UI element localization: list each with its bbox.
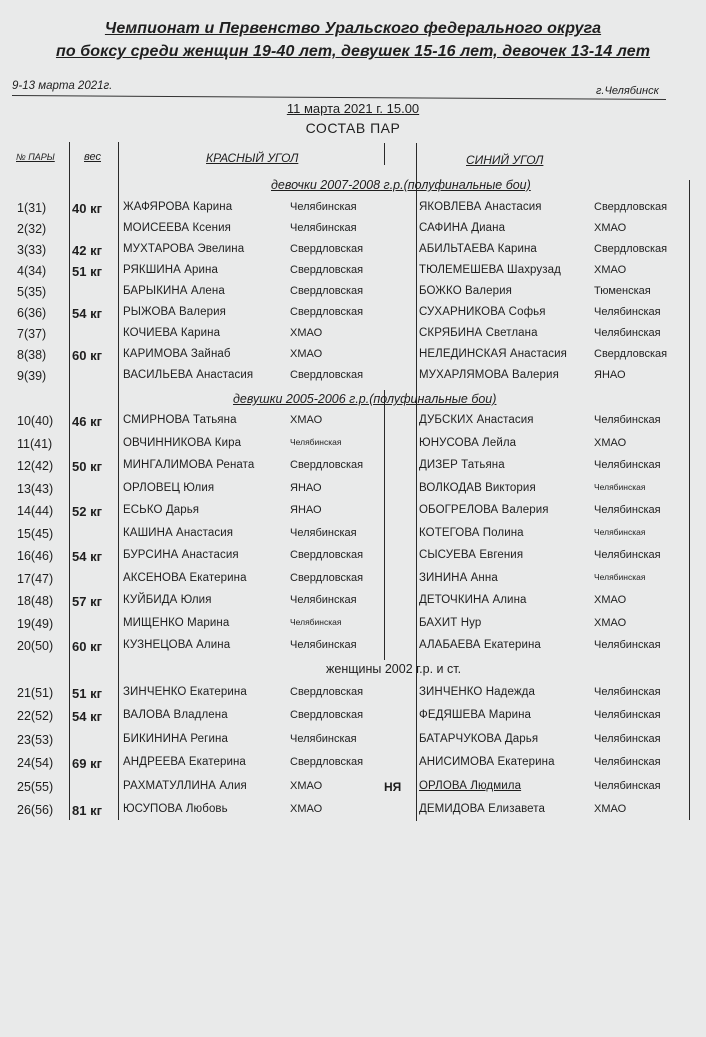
blue-corner-name: ОРЛОВА Людмила [419, 779, 522, 792]
blue-corner-region: Челябинская [594, 306, 661, 318]
blue-corner-name: КОТЕГОВА Полина [419, 526, 524, 539]
column-weight: вес [84, 151, 101, 163]
red-corner-region: ЯНАО [290, 481, 322, 494]
red-corner-name: ЗИНЧЕНКО Екатерина [123, 686, 247, 698]
blue-corner-region: Челябинская [594, 327, 661, 339]
red-corner-name: ЮСУПОВА Любовь [123, 803, 228, 815]
blue-corner-name: ДЕМИДОВА Елизавета [419, 803, 545, 815]
pair-number: 5(35) [17, 285, 47, 299]
pair-number: 3(33) [17, 243, 47, 257]
red-corner-region: Свердловская [290, 686, 364, 698]
blue-corner-region: Челябинская [594, 526, 646, 537]
blue-corner-region: Челябинская [594, 639, 661, 651]
blue-corner-region: Челябинская [594, 459, 661, 471]
blue-corner-region: Челябинская [594, 779, 661, 792]
red-corner-name: ВАСИЛЬЕВА Анастасия [123, 369, 254, 381]
blue-corner-region: ЯНАО [594, 369, 626, 381]
red-corner-name: КОЧИЕВА Карина [123, 327, 221, 339]
blue-corner-name: НЕЛЕДИНСКАЯ Анастасия [419, 348, 567, 360]
red-corner-region: Свердловская [290, 369, 364, 381]
blue-corner-region: ХМАО [594, 803, 627, 815]
red-corner-name: КАШИНА Анастасия [123, 526, 234, 539]
weight-class: 52 кг [72, 504, 102, 519]
blue-corner-region: ХМАО [594, 222, 627, 234]
column-red-corner: КРАСНЫЙ УГОЛ [206, 151, 299, 165]
pair-number: 8(38) [17, 348, 47, 362]
table-row [0, 222, 706, 242]
table-row [0, 285, 706, 305]
red-corner-region: Челябинская [290, 639, 357, 651]
table-row [0, 459, 706, 479]
pair-number: 25(55) [17, 779, 54, 794]
blue-corner-region: Челябинская [594, 414, 661, 426]
blue-corner-region: Свердловская [594, 243, 668, 255]
blue-corner-name: ОБОГРЕЛОВА Валерия [419, 504, 549, 516]
blue-corner-name: ТЮЛЕМЕШЕВА Шахрузад [419, 264, 561, 276]
weight-class: 69 кг [72, 756, 102, 772]
blue-corner-name: ДУБСКИХ Анастасия [419, 414, 534, 426]
table-row [0, 482, 706, 502]
red-corner-region: ХМАО [290, 779, 323, 792]
session-time: 11 марта 2021 г. 15.00 [286, 101, 420, 116]
blue-corner-region: Челябинская [594, 571, 646, 582]
pair-number: 4(34) [17, 264, 47, 278]
blue-corner-region: Челябинская [594, 732, 661, 745]
result-mark: НЯ [384, 779, 402, 794]
red-corner-region: ХМАО [290, 348, 323, 360]
blue-corner-region: ХМАО [594, 436, 627, 449]
red-corner-region: ХМАО [290, 327, 323, 339]
red-corner-region: Свердловская [290, 571, 364, 584]
table-row [0, 264, 706, 284]
table-row [0, 756, 706, 776]
section-title: женщины 2002 г.р. и ст. [326, 662, 462, 676]
blue-corner-name: ЯКОВЛЕВА Анастасия [419, 201, 542, 213]
pair-number: 2(32) [17, 222, 47, 236]
weight-class: 54 кг [72, 709, 102, 725]
pair-number: 10(40) [17, 414, 54, 428]
pair-number: 16(46) [17, 549, 54, 563]
blue-corner-name: ЗИНИНА Анна [419, 571, 498, 584]
red-corner-region: Челябинская [290, 222, 357, 234]
blue-corner-name: САФИНА Диана [419, 222, 506, 234]
blue-corner-name: БАХИТ Нур [419, 616, 482, 629]
blue-corner-region: ХМАО [594, 616, 627, 629]
table-row [0, 437, 706, 457]
weight-class: 42 кг [72, 243, 102, 258]
column-blue-corner: СИНИЙ УГОЛ [466, 153, 544, 167]
header-rule [12, 95, 666, 100]
red-corner-name: АКСЕНОВА Екатерина [123, 571, 247, 584]
red-corner-region: ХМАО [290, 803, 323, 815]
section-title: девочки 2007-2008 г.р.(полуфинальные бои) [271, 178, 531, 192]
red-corner-name: РЫЖОВА Валерия [123, 306, 226, 318]
red-corner-name: ОРЛОВЕЦ Юлия [123, 481, 215, 494]
blue-corner-name: СУХАРНИКОВА Софья [419, 306, 546, 318]
blue-corner-name: ВОЛКОДАВ Виктория [419, 481, 536, 494]
blue-corner-name: АЛАБАЕВА Екатерина [419, 639, 541, 651]
event-dates: 9-13 марта 2021г. [12, 80, 113, 92]
table-row [0, 549, 706, 569]
weight-class: 50 кг [72, 459, 102, 474]
blue-corner-name: ДЕТОЧКИНА Алина [419, 594, 527, 606]
red-corner-name: БАРЫКИНА Алена [123, 285, 225, 297]
red-corner-region: ЯНАО [290, 504, 322, 516]
pair-number: 22(52) [17, 709, 54, 724]
pair-number: 19(49) [17, 616, 54, 631]
red-corner-name: КУЙБИДА Юлия [123, 594, 212, 606]
red-corner-region: Свердловская [290, 549, 364, 561]
pair-number: 11(41) [17, 436, 53, 451]
red-corner-name: РЯКШИНА Арина [123, 264, 218, 276]
red-corner-region: Челябинская [290, 436, 342, 447]
blue-corner-name: АБИЛЬТАЕВА Карина [419, 243, 537, 255]
red-corner-region: Свердловская [290, 459, 364, 471]
red-corner-region: ХМАО [290, 414, 323, 426]
red-corner-region: Свердловская [290, 756, 364, 769]
pair-number: 12(42) [17, 459, 54, 473]
table-row [0, 201, 706, 221]
red-corner-name: АНДРЕЕВА Екатерина [123, 756, 246, 769]
blue-corner-region: Челябинская [594, 756, 661, 769]
pair-number: 23(53) [17, 732, 54, 747]
table-row [0, 733, 706, 753]
section-title: девушки 2005-2006 г.р.(полуфинальные бои) [233, 392, 497, 406]
pair-number: 1(31) [17, 201, 47, 215]
red-corner-region: Свердловская [290, 306, 364, 318]
weight-class: 60 кг [72, 639, 102, 654]
red-corner-name: КАРИМОВА Зайнаб [123, 348, 231, 360]
red-corner-name: МОИСЕЕВА Ксения [123, 222, 231, 234]
grid-line-mid-left-header [384, 143, 385, 165]
blue-corner-region: Челябинская [594, 686, 661, 698]
blue-corner-region: Челябинская [594, 504, 661, 516]
red-corner-name: ОВЧИННИКОВА Кира [123, 436, 242, 449]
table-row [0, 327, 706, 347]
table-row [0, 527, 706, 547]
blue-corner-name: ЗИНЧЕНКО Надежда [419, 686, 535, 698]
pair-number: 26(56) [17, 803, 54, 817]
blue-corner-name: АНИСИМОВА Екатерина [419, 756, 555, 769]
table-row [0, 243, 706, 263]
table-row [0, 504, 706, 524]
red-corner-name: КУЗНЕЦОВА Алина [123, 639, 231, 651]
pair-number: 6(36) [17, 306, 47, 320]
table-row [0, 348, 706, 368]
blue-corner-name: СЫСУЕВА Евгения [419, 549, 524, 561]
table-row [0, 414, 706, 434]
weight-class: 46 кг [72, 414, 102, 429]
red-corner-name: РАХМАТУЛЛИНА Алия [123, 779, 247, 792]
composition-heading: СОСТАВ ПАР [305, 120, 401, 136]
pair-number: 9(39) [17, 369, 47, 383]
pair-number: 7(37) [17, 327, 47, 341]
title-line-1: Чемпионат и Первенство Уральского федерального округа [104, 20, 602, 37]
red-corner-region: Свердловская [290, 285, 364, 297]
blue-corner-region: ХМАО [594, 264, 627, 276]
table-row [0, 594, 706, 614]
blue-corner-region: ХМАО [594, 594, 627, 606]
red-corner-name: ЖАФЯРОВА Карина [123, 201, 233, 213]
table-row [0, 686, 706, 706]
red-corner-region: Свердловская [290, 264, 364, 276]
red-corner-name: ВАЛОВА Владлена [123, 709, 228, 722]
blue-corner-region: Челябинская [594, 481, 646, 492]
red-corner-name: МУХТАРОВА Эвелина [123, 243, 245, 255]
blue-corner-region: Челябинская [594, 549, 661, 561]
red-corner-region: Челябинская [290, 732, 357, 745]
blue-corner-region: Свердловская [594, 348, 668, 360]
blue-corner-region: Челябинская [594, 709, 661, 722]
pair-number: 17(47) [17, 571, 54, 586]
column-pair-no: № ПАРЫ [16, 152, 55, 162]
table-row [0, 639, 706, 659]
table-row [0, 803, 706, 823]
pair-number: 18(48) [17, 594, 54, 608]
blue-corner-name: БОЖКО Валерия [419, 285, 512, 297]
pair-number: 21(51) [17, 686, 54, 700]
red-corner-name: БИКИНИНА Регина [123, 732, 228, 745]
red-corner-region: Челябинская [290, 594, 357, 606]
blue-corner-name: МУХАРЛЯМОВА Валерия [419, 369, 559, 381]
table-row [0, 306, 706, 326]
blue-corner-name: ДИЗЕР Татьяна [419, 459, 505, 471]
pair-number: 20(50) [17, 639, 54, 653]
red-corner-name: МИНГАЛИМОВА Рената [123, 459, 255, 471]
red-corner-name: СМИРНОВА Татьяна [123, 414, 237, 426]
blue-corner-name: ЮНУСОВА Лейла [419, 436, 517, 449]
weight-class: 40 кг [72, 201, 102, 216]
red-corner-region: Свердловская [290, 709, 364, 722]
weight-class: 51 кг [72, 264, 102, 279]
table-row [0, 369, 706, 389]
weight-class: 51 кг [72, 686, 102, 701]
table-row [0, 617, 706, 637]
pair-number: 24(54) [17, 756, 54, 771]
table-row [0, 709, 706, 729]
blue-corner-region: Тюменская [594, 285, 651, 297]
blue-corner-name: БАТАРЧУКОВА Дарья [419, 732, 539, 745]
blue-corner-name: ФЕДЯШЕВА Марина [419, 709, 532, 722]
title-line-2: по боксу среди женщин 19-40 лет, девушек 15-16 лет, девочек 13-14 лет [55, 43, 651, 60]
table-row [0, 780, 706, 800]
weight-class: 81 кг [72, 803, 102, 818]
weight-class: 60 кг [72, 348, 102, 363]
blue-corner-name: СКРЯБИНА Светлана [419, 327, 538, 339]
weight-class: 54 кг [72, 306, 102, 321]
weight-class: 57 кг [72, 594, 102, 609]
weight-class: 54 кг [72, 549, 102, 564]
red-corner-region: Свердловская [290, 243, 364, 255]
red-corner-region: Челябинская [290, 616, 342, 627]
pair-number: 15(45) [17, 526, 54, 541]
event-city: г.Челябинск [596, 85, 659, 97]
red-corner-name: МИЩЕНКО Марина [123, 616, 230, 629]
pair-number: 13(43) [17, 481, 54, 496]
blue-corner-region: Свердловская [594, 201, 668, 213]
red-corner-name: ЕСЬКО Дарья [123, 504, 200, 516]
red-corner-name: БУРСИНА Анастасия [123, 549, 239, 561]
red-corner-region: Челябинская [290, 526, 357, 539]
table-row [0, 572, 706, 592]
pair-number: 14(44) [17, 504, 54, 518]
red-corner-region: Челябинская [290, 201, 357, 213]
